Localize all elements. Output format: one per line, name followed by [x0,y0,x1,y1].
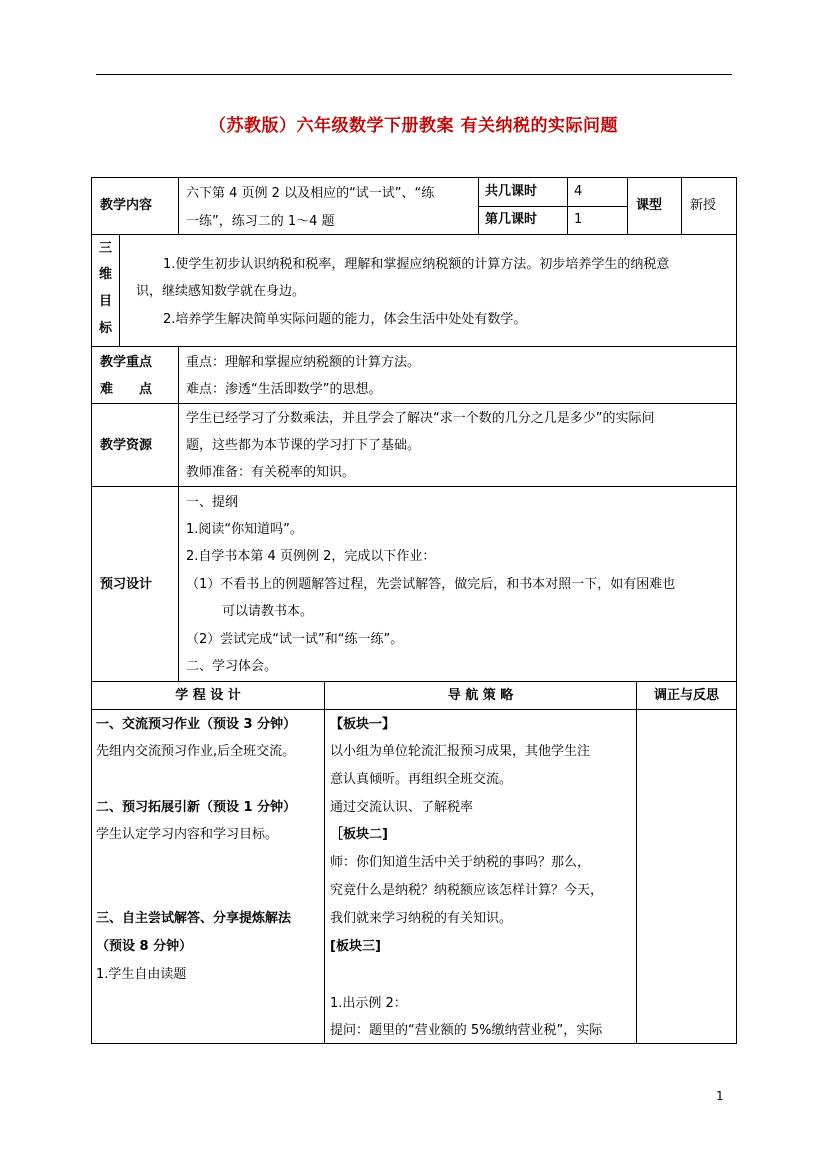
column-header-process: 学 程 设 计 [175,688,241,703]
strategy-line-2: 以小组为单位轮流汇报预习成果，其他学生注 [330,744,591,759]
objectives-label-char-4: 标 [99,321,113,336]
header-rule [96,74,732,75]
column-header-strategy: 导 航 策 略 [447,688,514,703]
difficulty-text: 难点：渗透“生活即数学”的思想。 [186,382,382,397]
preview-line2: 1.阅读“你知道吗”。 [186,522,303,537]
process-step-3-time: （预设 8 分钟） [96,939,193,954]
objectives-label-char-2: 维 [99,267,113,282]
strategy-block-1-title: 【板块一】 [330,717,396,732]
strategy-line-4: 通过交流认识、了解税率 [330,800,474,815]
strategy-block-3-title: [板块三] [330,939,381,954]
strategy-line-7: 究竟什么是纳税？纳税额应该怎样计算？今天， [330,883,604,898]
lesson-number-value: 1 [574,212,583,227]
key-points-label: 教学重点 [100,355,153,370]
total-lessons-label: 共几课时 [485,184,538,199]
resources-line1: 学生已经学习了分数乘法，并且学会了解决“求一个数的几分之几是多少”的实际问 [186,411,655,426]
objectives-label-char-1: 三 [99,241,113,256]
objective-1-line1: 1.使学生初步认识纳税和税率，理解和掌握应纳税额的计算方法。初步培养学生的纳税意 [163,257,670,272]
column-header-reflection: 调正与反思 [653,688,719,703]
preview-line4: （1）不看书上的例题解答过程，先尝试解答，做完后，和书本对照一下，如有困难也 [186,577,676,592]
content-text-line2: 一练”，练习二的 1～4 题 [186,214,335,229]
preview-line7: 二、学习体会。 [186,659,278,674]
content-label: 教学内容 [100,198,153,213]
objectives-label-char-3: 目 [99,294,113,309]
difficulty-label: 难 点 [100,382,153,397]
lesson-type-value: 新授 [690,198,717,213]
strategy-block-2-title: ［板块二] [330,827,388,842]
process-step-2-text: 学生认定学习内容和学习目标。 [96,827,279,842]
process-step-3-text: 1.学生自由读题 [96,967,187,982]
strategy-line-6: 师：你们知道生活中关于纳税的事吗？那么， [330,855,591,870]
document-title: （苏教版）六年级数学下册教案 有关纳税的实际问题 [209,116,618,136]
resources-label: 教学资源 [100,438,153,453]
preview-line6: （2）尝试完成“试一试”和“练一练”。 [186,632,404,647]
preview-line5: 可以请教书本。 [222,604,314,619]
content-text-line1: 六下第 4 页例 2 以及相应的“试一试”、“练 [186,186,435,201]
process-step-3-title: 三、自主尝试解答、分享提炼解法 [96,911,292,926]
preview-line3: 2.自学书本第 4 页例例 2，完成以下作业： [186,549,436,564]
resources-line3: 教师准备：有关税率的知识。 [186,465,356,480]
objective-1-line2: 识，继续感知数学就在身边。 [136,284,306,299]
strategy-line-8: 我们就来学习纳税的有关知识。 [330,911,513,926]
objective-2: 2.培养学生解决简单实际问题的能力，体会生活中处处有数学。 [163,312,527,327]
total-lessons-value: 4 [574,184,583,199]
key-point-text: 重点：理解和掌握应纳税额的计算方法。 [186,355,421,370]
resources-line2: 题，这些都为本节课的学习打下了基础。 [186,438,421,453]
lesson-number-label: 第几课时 [485,212,538,227]
strategy-line-11: 提问：题里的“营业额的 5%缴纳营业税”，实际 [330,1023,603,1038]
strategy-line-10: 1.出示例 2： [330,996,407,1011]
preview-label: 预习设计 [100,577,153,592]
strategy-line-3: 意认真倾听。再组织全班交流。 [330,772,513,787]
process-step-2-title: 二、预习拓展引新（预设 1 分钟） [96,800,297,815]
process-step-1-title: 一、交流预习作业（预设 3 分钟） [96,717,297,732]
page-number: 1 [716,1089,724,1103]
process-step-1-text: 先组内交流预习作业,后全班交流。 [96,744,296,759]
lesson-type-label: 课型 [636,198,663,213]
preview-line1: 一、提纲 [186,495,239,510]
